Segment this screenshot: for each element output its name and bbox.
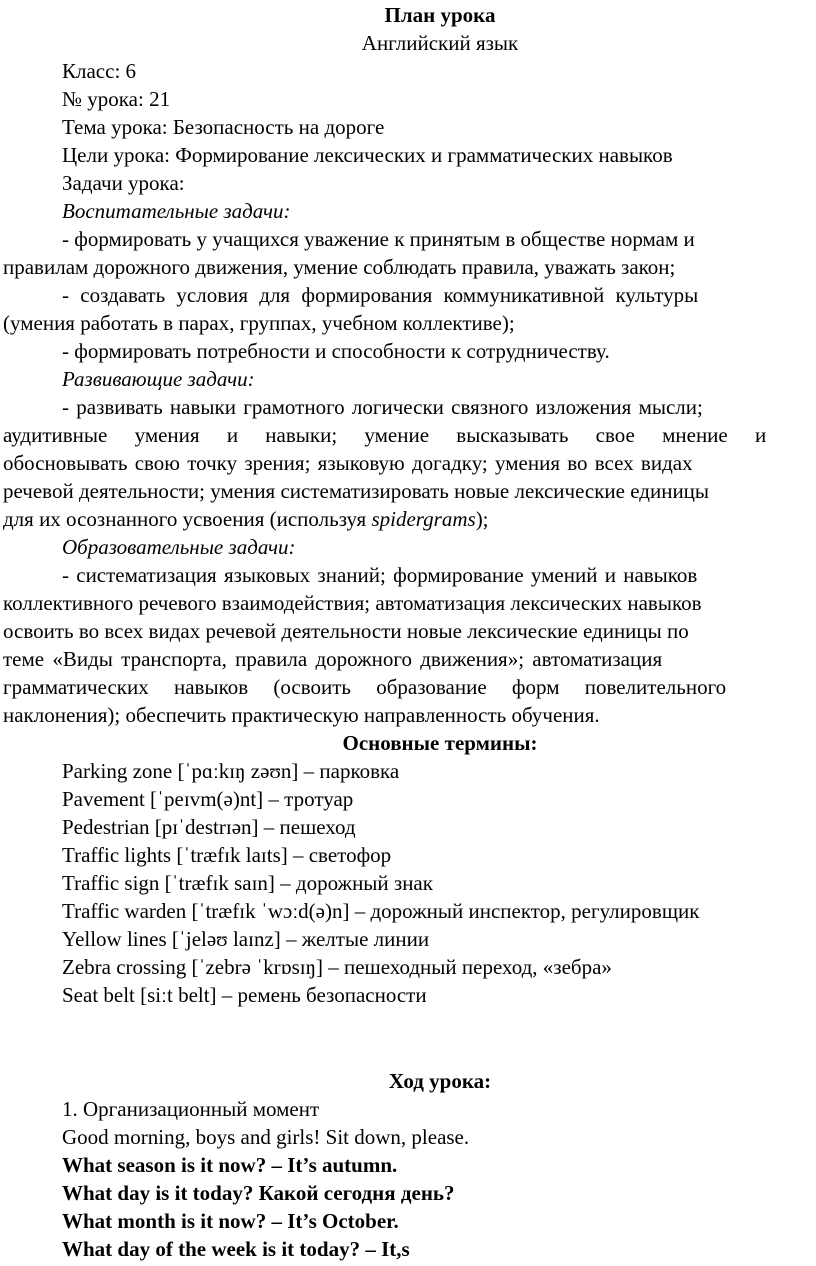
formative-heading: Образовательные задачи: (62, 535, 296, 559)
term-item: Traffic sign [ˈtræfɪk saɪn] – дорожный знак (62, 871, 433, 895)
term-item: Traffic lights [ˈtræfɪk laɪts] – светофор (62, 843, 392, 867)
lesson-course-heading: Ход урока: (388, 1069, 492, 1093)
formative-task-e: грамматических навыков (освоить образование форм повелительного (3, 675, 727, 699)
developmental-task-e (3, 505, 489, 533)
developmental-task-a: - развивать навыки грамотного логически связного изложения мысли; (62, 395, 703, 419)
educational-heading: Воспитательные задачи: (62, 199, 291, 223)
formative-task-b: коллективного речевого взаимодействия; автоматизация лексических навыков (3, 591, 702, 615)
educational-task-1a: - формировать у учащихся уважение к принятым в обществе нормам и (62, 227, 695, 251)
formative-task-d: теме «Виды транспорта, правила дорожного движения»; автоматизация (3, 647, 663, 671)
doc-subtitle: Английский язык (361, 31, 519, 55)
term-item: Parking zone [ˈpɑːkɪŋ zəʊn] – парковка (62, 759, 400, 783)
step-1-title: 1. Организационный момент (62, 1097, 320, 1121)
lesson-number: № урока: 21 (62, 87, 171, 111)
lesson-topic: Тема урока: Безопасность на дороге (62, 115, 385, 139)
spidergrams-term: spidergrams (371, 507, 476, 531)
question-month: What month is it now? – It’s October. (62, 1209, 399, 1233)
formative-task-a: - систематизация языковых знаний; формирование умений и навыков (62, 563, 698, 587)
term-item: Yellow lines [ˈjeləʊ laɪnz] – желтые линии (62, 927, 430, 951)
term-item: Pedestrian [pɪˈdestrɪən] – пешеход (62, 815, 356, 839)
tasks-label: Задачи урока: (62, 171, 185, 195)
developmental-task-e-text: для их осознанного усвоения (используя (3, 507, 372, 531)
developmental-heading: Развивающие задачи: (62, 367, 255, 391)
class-line: Класс: 6 (62, 59, 137, 83)
developmental-task-b: аудитивные умения и навыки; умение высказывать свое мнение и (3, 423, 767, 447)
doc-title: План урока (384, 3, 496, 27)
formative-task-c: освоить во всех видах речевой деятельности новые лексические единицы по (3, 619, 689, 643)
developmental-task-c: обосновывать свою точку зрения; языковую догадку; умения во всех видах (3, 451, 693, 475)
question-weekday: What day of the week is it today? – It,s (62, 1237, 410, 1261)
terms-heading: Основные термины: (342, 731, 538, 755)
lesson-goals: Цели урока: Формирование лексических и грамматических навыков (62, 143, 673, 167)
educational-task-2b: (умения работать в парах, группах, учебном коллективе); (3, 311, 515, 335)
term-item: Traffic warden [ˈtræfɪk ˈwɔːd(ə)n] – дорожный инспектор, регулировщик (62, 899, 700, 923)
educational-task-1b: правилам дорожного движения, умение соблюдать правила, уважать закон; (3, 255, 676, 279)
formative-task-f: наклонения); обеспечить практическую направленность обучения. (3, 703, 600, 727)
greeting-line: Good morning, boys and girls! Sit down, please. (62, 1125, 470, 1149)
term-item: Zebra crossing [ˈzebrə ˈkrɒsɪŋ] – пешеходный переход, «зебра» (62, 955, 612, 979)
term-item: Pavement [ˈpeɪvm(ə)nt] – тротуар (62, 787, 354, 811)
developmental-task-d: речевой деятельности; умения систематизировать новые лексические единицы (3, 479, 710, 503)
educational-task-3: - формировать потребности и способности к сотрудничеству. (62, 339, 610, 363)
question-season: What season is it now? – It’s autumn. (62, 1153, 398, 1177)
question-day: What day is it today? Какой сегодня день? (62, 1181, 455, 1205)
developmental-task-e-end: ); (475, 507, 489, 531)
term-item: Seat belt [siːt belt] – ремень безопасности (62, 983, 427, 1007)
educational-task-2a: - создавать условия для формирования коммуникативной культуры (62, 283, 699, 307)
